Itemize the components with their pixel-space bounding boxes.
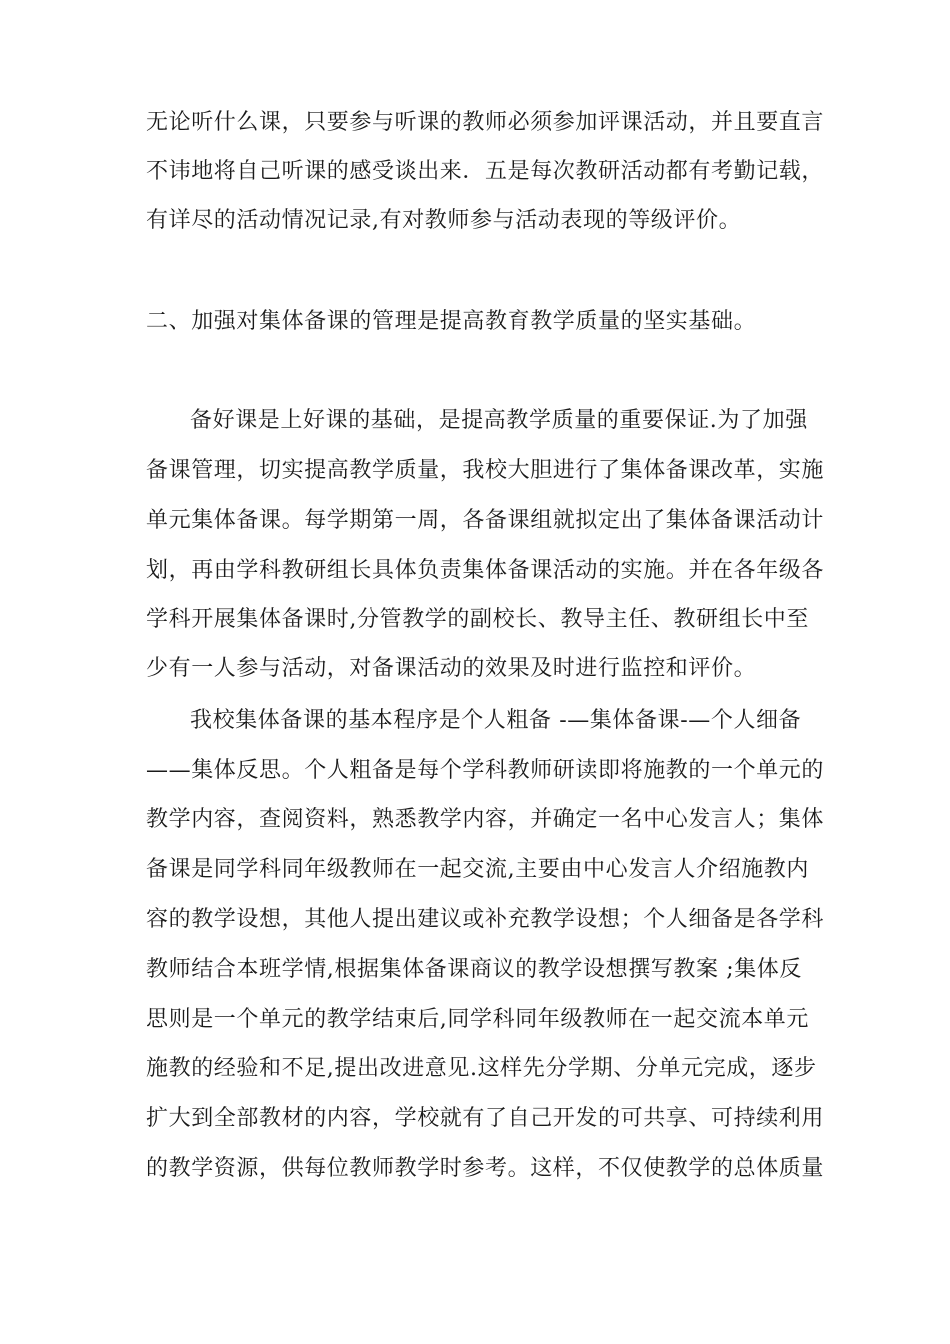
text-line: 容的教学设想，其他人提出建议或补充教学设想；个人细备是各学科 <box>146 907 825 932</box>
text-line: 无论听什么课，只要参与听课的教师必须参加评课活动，并且要直言 <box>146 110 825 135</box>
text-line: 我校集体备课的基本程序是个人粗备 -—集体备课-—个人细备 <box>190 708 802 733</box>
text-line: 施教的经验和不足,提出改进意见.这样先分学期、分单元完成，逐步 <box>146 1056 817 1081</box>
text-line: 备好课是上好课的基础，是提高教学质量的重要保证.为了加强 <box>190 408 808 433</box>
text-line: 教师结合本班学情,根据集体备课商议的教学设想撰写教案 ;集体反 <box>146 957 803 982</box>
text-line: 划，再由学科教研组长具体负责集体备课活动的实施。并在各年级各 <box>146 558 825 583</box>
text-line: 的教学资源，供每位教师教学时参考。这样，不仅使教学的总体质量 <box>146 1156 825 1181</box>
text-line: 扩大到全部教材的内容，学校就有了自己开发的可共享、可持续利用 <box>146 1106 825 1131</box>
text-line: 教学内容，查阅资料，熟悉教学内容，并确定一名中心发言人；集体 <box>146 807 825 832</box>
text-line: 备课管理，切实提高教学质量，我校大胆进行了集体备课改革，实施 <box>146 458 825 483</box>
section-heading: 二、加强对集体备课的管理是提高教育教学质量的坚实基础。 <box>146 309 757 334</box>
text-line: 思则是一个单元的教学结束后,同学科同年级教师在一起交流本单元 <box>146 1007 809 1032</box>
text-line: 学科开展集体备课时,分管教学的副校长、教导主任、教研组长中至 <box>146 607 809 632</box>
text-line: 少有一人参与活动，对备课活动的效果及时进行监控和评价。 <box>146 656 757 681</box>
text-line: 单元集体备课。每学期第一周，各备课组就拟定出了集体备课活动计 <box>146 508 825 533</box>
text-line: 备课是同学科同年级教师在一起交流,主要由中心发言人介绍施教内 <box>146 857 809 882</box>
text-line: 不讳地将自己听课的感受谈出来．五是每次教研活动都有考勤记载， <box>146 159 825 184</box>
text-line: 有详尽的活动情况记录,有对教师参与活动表现的等级评价。 <box>146 208 742 233</box>
text-line: ——集体反思。个人粗备是每个学科教师研读即将施教的一个单元的 <box>146 758 825 783</box>
